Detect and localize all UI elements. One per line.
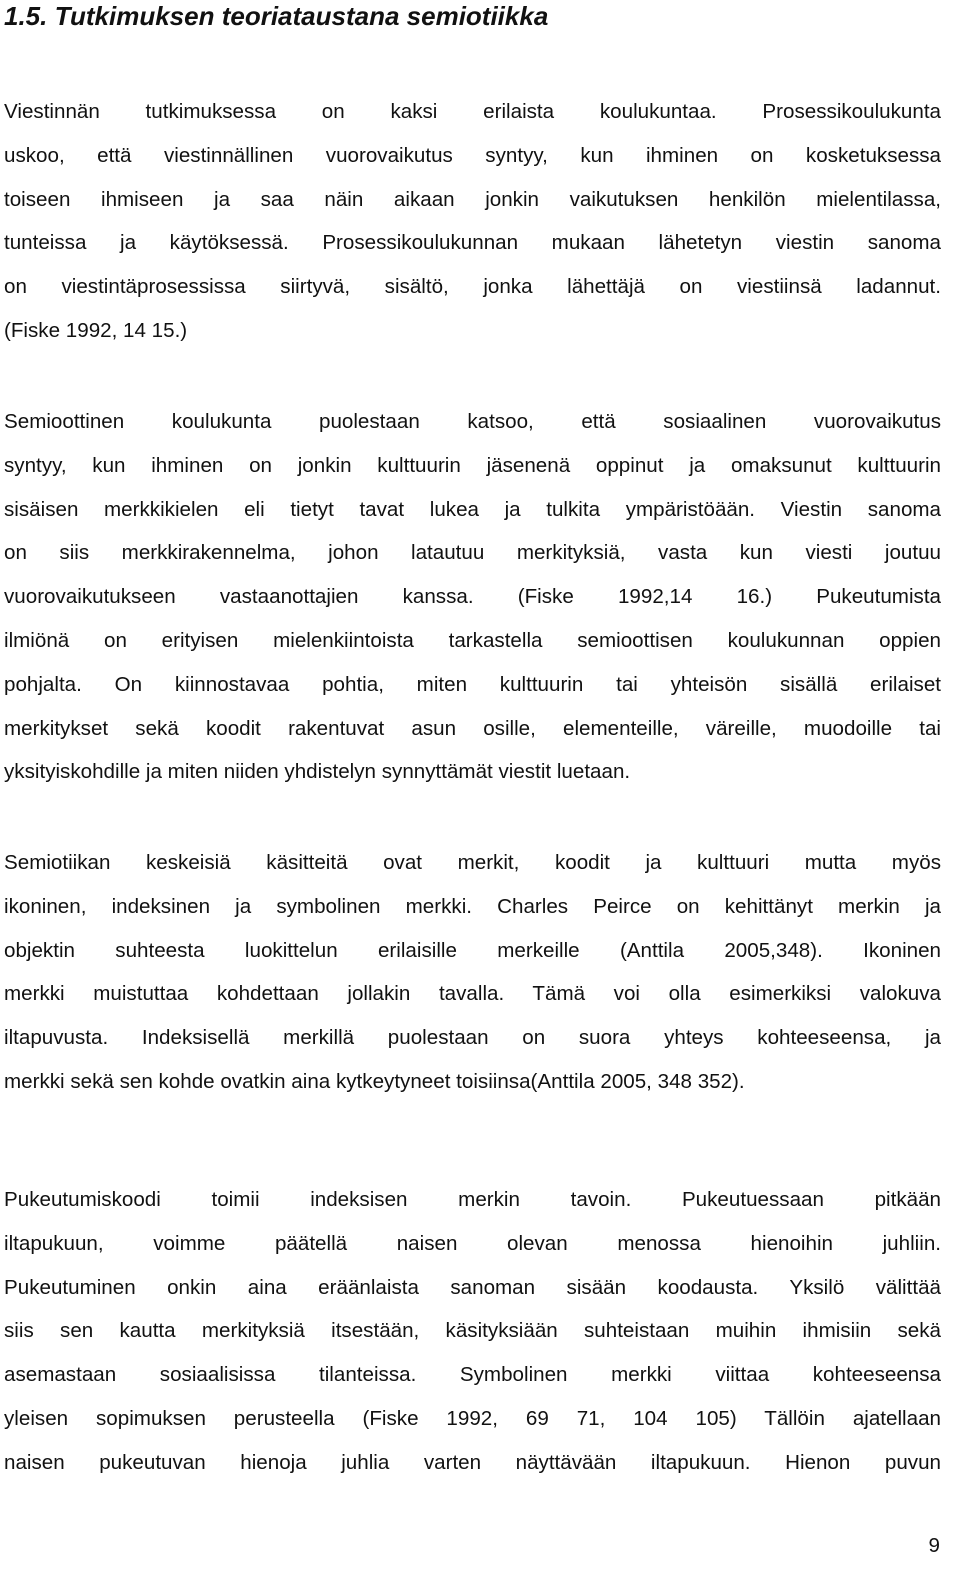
section-heading: 1.5. Tutkimuksen teoriataustana semiotiikka	[4, 1, 549, 31]
text-line: tunteissa ja käytöksessä. Prosessikoulukunnan mukaan lähetetyn viestin sanoma	[4, 231, 941, 255]
text-line: siis sen kautta merkityksiä itsestään, käsityksiään suhteistaan muihin ihmisiin sekä	[4, 1319, 941, 1343]
text-line: on siis merkkirakennelma, johon latautuu merkityksiä, vasta kun viesti joutuu	[4, 541, 941, 565]
text-line: vuorovaikutukseen vastaanottajien kanssa. (Fiske 1992,14 16.) Pukeutumista	[4, 585, 941, 609]
text-line: iltapukuun, voimme päätellä naisen olevan menossa hienoihin juhliin.	[4, 1231, 941, 1255]
paragraph-semiotic-school	[4, 400, 941, 794]
text-line: Semiotiikan keskeisiä käsitteitä ovat merkit, koodit ja kulttuuri mutta myös	[4, 851, 941, 874]
text-line: yleisen sopimuksen perusteella (Fiske 1992, 69 71, 104 105) Tällöin ajatellaan	[4, 1406, 941, 1430]
page-number: 9	[928, 1534, 940, 1557]
text-line: (Fiske 1992, 14 15.)	[4, 318, 188, 342]
text-line: Viestinnän tutkimuksessa on kaksi erilaista koulukuntaa. Prosessikoulukunta	[4, 100, 941, 123]
text-line: ikoninen, indeksinen ja symbolinen merkki. Charles Peirce on kehittänyt merkin ja	[4, 894, 941, 918]
text-line: yksityiskohdille ja miten niiden yhdistelyn synnyttämät viestit luetaan.	[4, 760, 631, 784]
text-line: merkki sekä sen kohde ovatkin aina kytkeytyneet toisiinsa(Anttila 2005, 348 352).	[4, 1069, 745, 1093]
text-line: uskoo, että viestinnällinen vuorovaikutus syntyy, kun ihminen on kosketuksessa	[4, 143, 941, 167]
text-line: merkitykset sekä koodit rakentuvat asun osille, elementeille, väreille, muodoille tai	[4, 716, 941, 740]
text-line: Pukeutumiskoodi toimii indeksisen merkin tavoin. Pukeutuessaan pitkään	[4, 1188, 941, 1211]
text-line: merkki muistuttaa kohdettaan jollakin tavalla. Tämä voi olla esimerkiksi valokuva	[4, 982, 941, 1006]
text-line: iltapuvusta. Indeksisellä merkillä puolestaan on suora yhteys kohteeseensa, ja	[4, 1026, 941, 1050]
text-line: objektin suhteesta luokittelun erilaisille merkeille (Anttila 2005,348). Ikoninen	[4, 938, 941, 962]
text-line: asemastaan sosiaalisissa tilanteissa. Symbolinen merkki viittaa kohteeseensa	[4, 1363, 941, 1387]
paragraph-dress-code	[4, 1178, 941, 1485]
text-line: sisäisen merkkikielen eli tietyt tavat lukea ja tulkita ympäristöään. Viestin sanoma	[4, 497, 941, 521]
text-line: on viestintäprosessissa siirtyvä, sisältö, jonka lähettäjä on viestiinsä ladannut.	[4, 275, 941, 299]
text-line: toiseen ihmiseen ja saa näin aikaan jonkin vaikutuksen henkilön mielentilassa,	[4, 187, 941, 211]
text-line: naisen pukeutuvan hienoja juhlia varten näyttävään iltapukuun. Hienon puvun	[4, 1450, 941, 1474]
text-line: pohjalta. On kiinnostavaa pohtia, miten kulttuurin tai yhteisön sisällä erilaiset	[4, 672, 941, 696]
text-line: Semioottinen koulukunta puolestaan katsoo, että sosiaalinen vuorovaikutus	[4, 410, 941, 433]
text-line: ilmiönä on erityisen mielenkiintoista tarkastella semioottisen koulukunnan oppien	[4, 628, 941, 652]
text-line: syntyy, kun ihminen on jonkin kulttuurin jäsenenä oppinut ja omaksunut kulttuurin	[4, 453, 941, 477]
paragraph-communication-schools	[4, 90, 941, 353]
paragraph-semiotic-concepts	[4, 841, 941, 1104]
text-line: Pukeutuminen onkin aina eräänlaista sanoman sisään koodausta. Yksilö välittää	[4, 1275, 941, 1299]
